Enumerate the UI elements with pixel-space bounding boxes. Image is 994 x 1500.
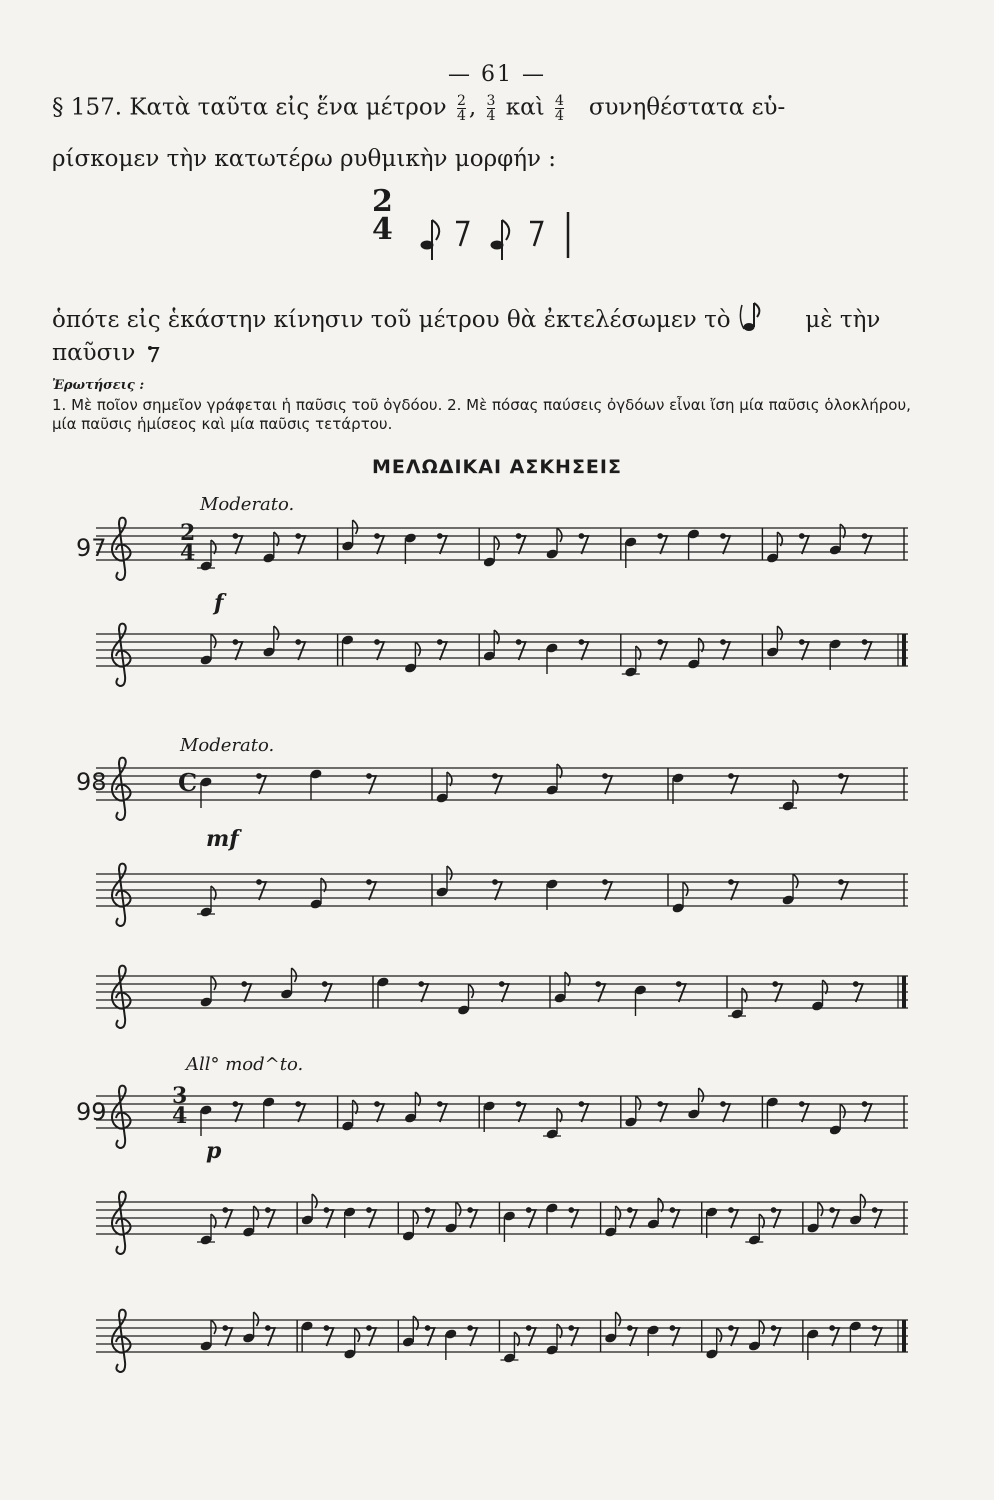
fraction-4-4: $\frac{4}{4}$ bbox=[555, 93, 564, 124]
paragraph-157-line3: ὁπότε εἰς ἑκάστην κίνησιν τοῦ μέτρου θὰ ἐκτελέσωμεν τὸ μὲ τὴν bbox=[52, 293, 912, 335]
exercise-98-number: 98 bbox=[76, 768, 107, 796]
fraction-2-4: $\frac{2}{4}$ bbox=[456, 93, 466, 124]
questions-title: Ἐρωτήσεις : bbox=[52, 378, 145, 393]
paragraph-157-line2: ρίσκομεν τὴν κατωτέρω ρυθμικὴν μορφήν : bbox=[52, 146, 557, 172]
eighth-note-icon bbox=[738, 293, 798, 335]
staff-99-3 bbox=[96, 1310, 908, 1370]
fraction-3-4: $\frac{3}{4}$ bbox=[486, 93, 496, 124]
exercise-98-tempo: Moderato. bbox=[180, 735, 275, 756]
staff-98-3 bbox=[96, 966, 908, 1026]
eighth-rest-icon bbox=[147, 344, 161, 364]
staff-98-2 bbox=[96, 864, 908, 924]
and-word: καὶ bbox=[505, 94, 545, 121]
staff-98-1 bbox=[96, 758, 908, 818]
exercise-97-tempo: Moderato. bbox=[200, 494, 295, 515]
paragraph-157-line4: παῦσιν bbox=[52, 340, 912, 368]
paragraph-157-line1: § 157. Κατὰ ταῦτα εἰς ἕνα μέτρον $\frac{2}{4}$ , $\frac{3}{4}$ καὶ $\frac{4}{4}$ συνηθέστατα εὑ- bbox=[52, 93, 786, 124]
staff-97-2 bbox=[96, 624, 908, 684]
page-number: — 61 — bbox=[448, 62, 546, 87]
staff-99-1 bbox=[96, 1083, 908, 1146]
paragraph-157-prefix: § 157. Κατὰ ταῦτα εἰς ἕνα μέτρον bbox=[52, 94, 447, 121]
exercise-99-dynamic: p bbox=[206, 1138, 222, 1164]
staff-99-2 bbox=[96, 1192, 908, 1252]
exercise-99-tempo: All° mod^to. bbox=[186, 1054, 304, 1075]
rhythm-time-signature: 2 4 bbox=[372, 184, 393, 247]
section-title: ΜΕΛΩΔΙΚΑΙ ΑΣΚΗΣΕΙΣ bbox=[372, 456, 622, 478]
exercise-98-time-signature: C bbox=[178, 768, 198, 797]
exercise-99-number: 99 bbox=[76, 1098, 107, 1126]
exercise-97-dynamic: f bbox=[214, 590, 224, 616]
exercise-97-time-signature: 2 4 bbox=[180, 520, 196, 566]
staff-97-1 bbox=[96, 518, 908, 578]
questions-text: 1. Μὲ ποῖον σημεῖον γράφεται ἡ παῦσις τοῦ ὀγδόου. 2. Μὲ πόσας παύσεις ὀγδόων εἶναι ἴση μία παῦσις ὁλοκλήρου, μία παῦσις ἡμίσεος καὶ μία παῦσις τετάρτου. bbox=[52, 396, 911, 433]
paragraph-157-suffix: συνηθέστατα εὑ- bbox=[588, 94, 786, 121]
exercise-98-dynamic: mf bbox=[206, 826, 239, 852]
rhythm-figure bbox=[390, 200, 630, 280]
exercise-97-number: 97 bbox=[76, 534, 107, 562]
exercise-99-time-signature: 3 4 bbox=[172, 1083, 188, 1129]
